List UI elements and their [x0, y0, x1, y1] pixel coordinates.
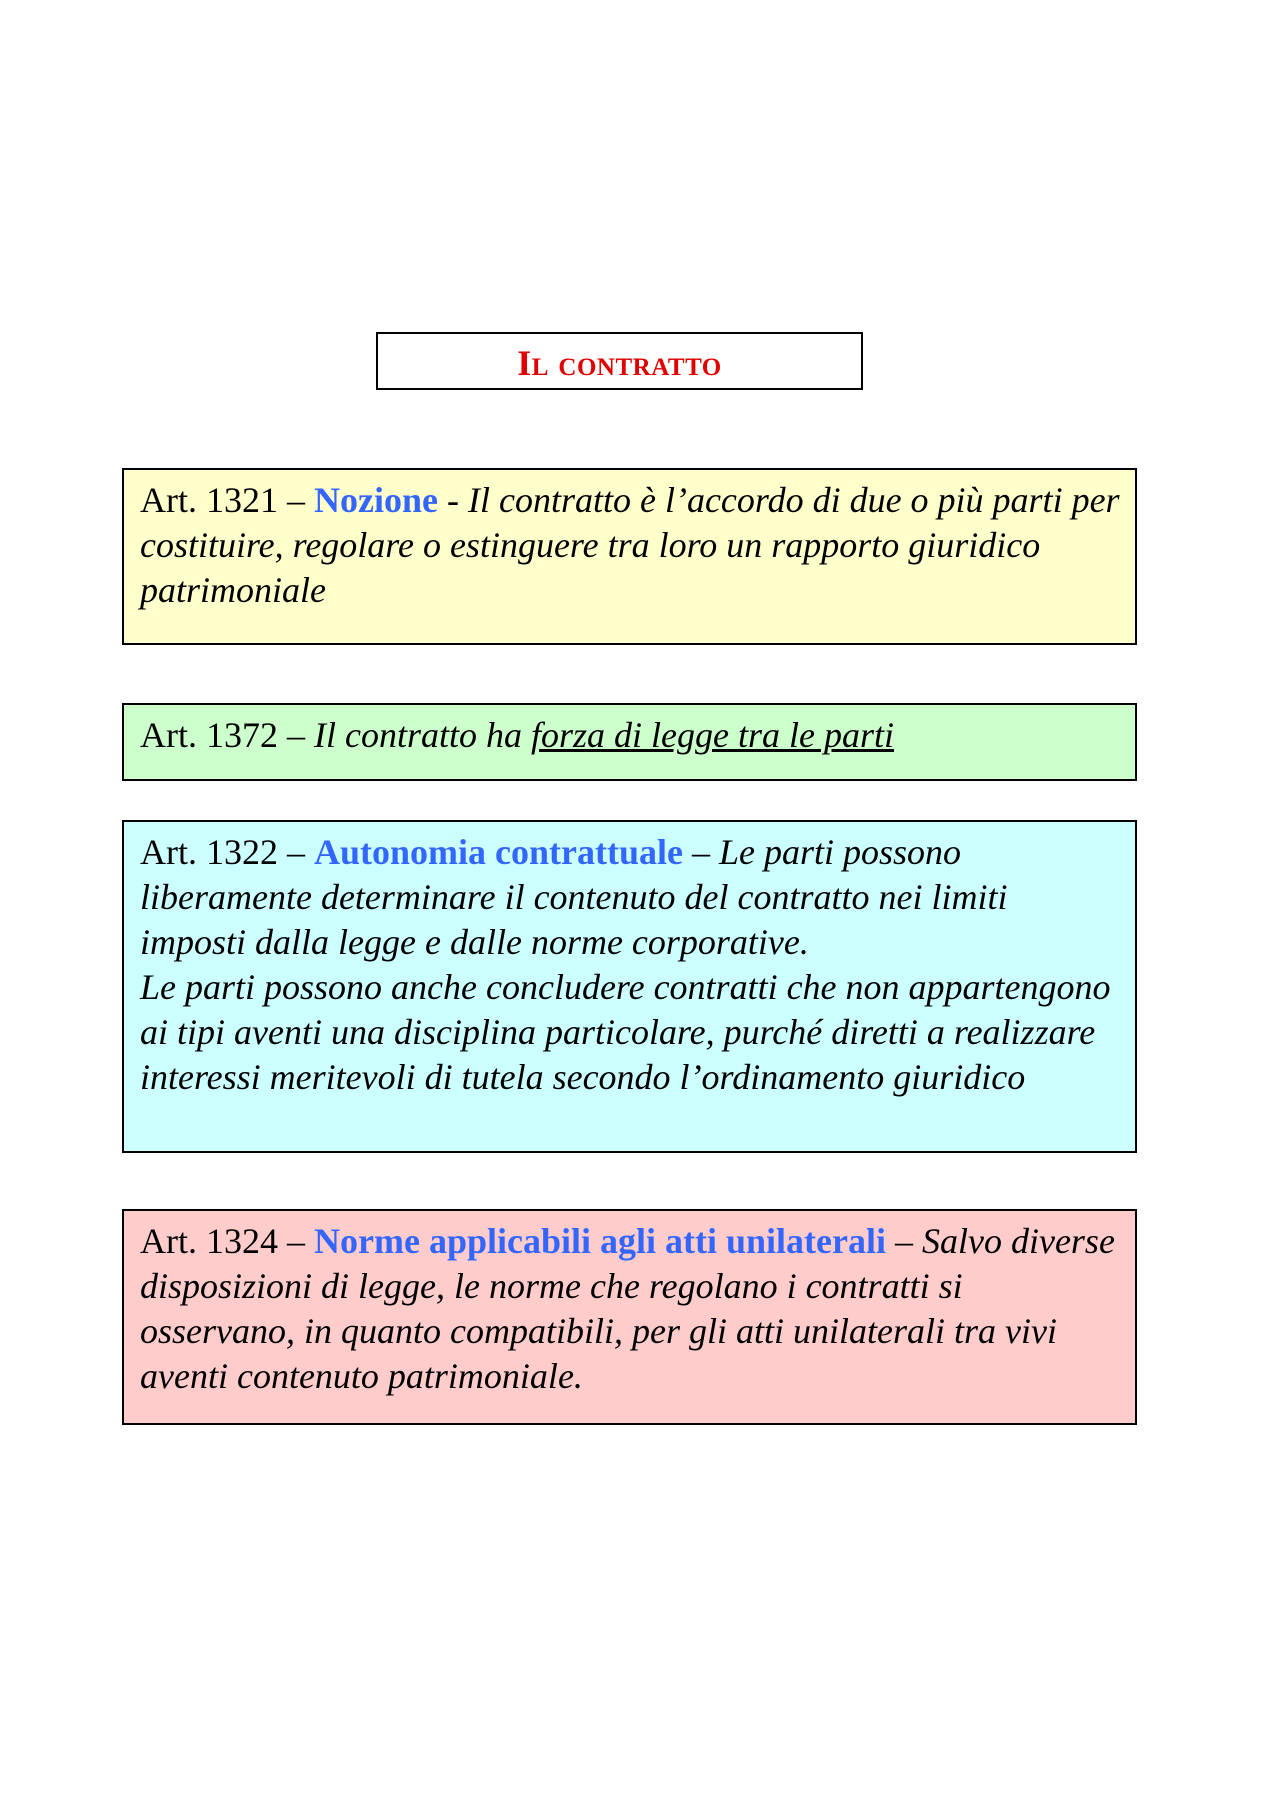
article-1324-box [122, 1209, 1137, 1425]
article-dash: – [278, 832, 314, 872]
page-title: Il contratto [517, 343, 722, 383]
article-separator: - [437, 480, 468, 520]
article-ref: Art. 1321 [140, 480, 278, 520]
article-dash: – [278, 1221, 314, 1261]
article-paragraph-2: Le parti possono anche concludere contratti che non appartengono ai tipi aventi una disciplina particolare, purché diretti a realizzare interessi meritevoli di tutela secondo l’ordinamento giuridico [140, 967, 1111, 1097]
article-text-underlined: forza di legge tra le parti [530, 715, 894, 755]
article-ref: Art. 1324 [140, 1221, 278, 1261]
article-separator: – [885, 1221, 922, 1261]
article-ref: Art. 1372 [140, 715, 278, 755]
article-1321-box [122, 468, 1137, 645]
article-1322-box [122, 820, 1137, 1153]
article-heading: Norme applicabili agli atti unilaterali [314, 1221, 886, 1261]
article-text: Il contratto ha [314, 715, 531, 755]
article-heading: Nozione [314, 480, 438, 520]
article-separator: – [682, 832, 719, 872]
title-box [376, 332, 863, 390]
article-dash: – [278, 480, 314, 520]
article-dash: – [278, 715, 314, 755]
article-paragraph-1: Le parti possono liberamente determinare il contenuto del contratto nei limiti imposti dalla legge e dalle norme corporative. [140, 832, 1008, 962]
article-text: Il contratto è l’accordo di due o più parti per costituire, regolare o estinguere tra loro un rapporto giuridico patrimoniale [140, 480, 1120, 610]
article-1372-box [122, 703, 1137, 781]
article-ref: Art. 1322 [140, 832, 278, 872]
article-text: Salvo diverse disposizioni di legge, le norme che regolano i contratti si osservano, in quanto compatibili, per gli atti unilaterali tra vivi aventi contenuto patrimoniale. [140, 1221, 1115, 1396]
article-heading: Autonomia contrattuale [314, 832, 683, 872]
